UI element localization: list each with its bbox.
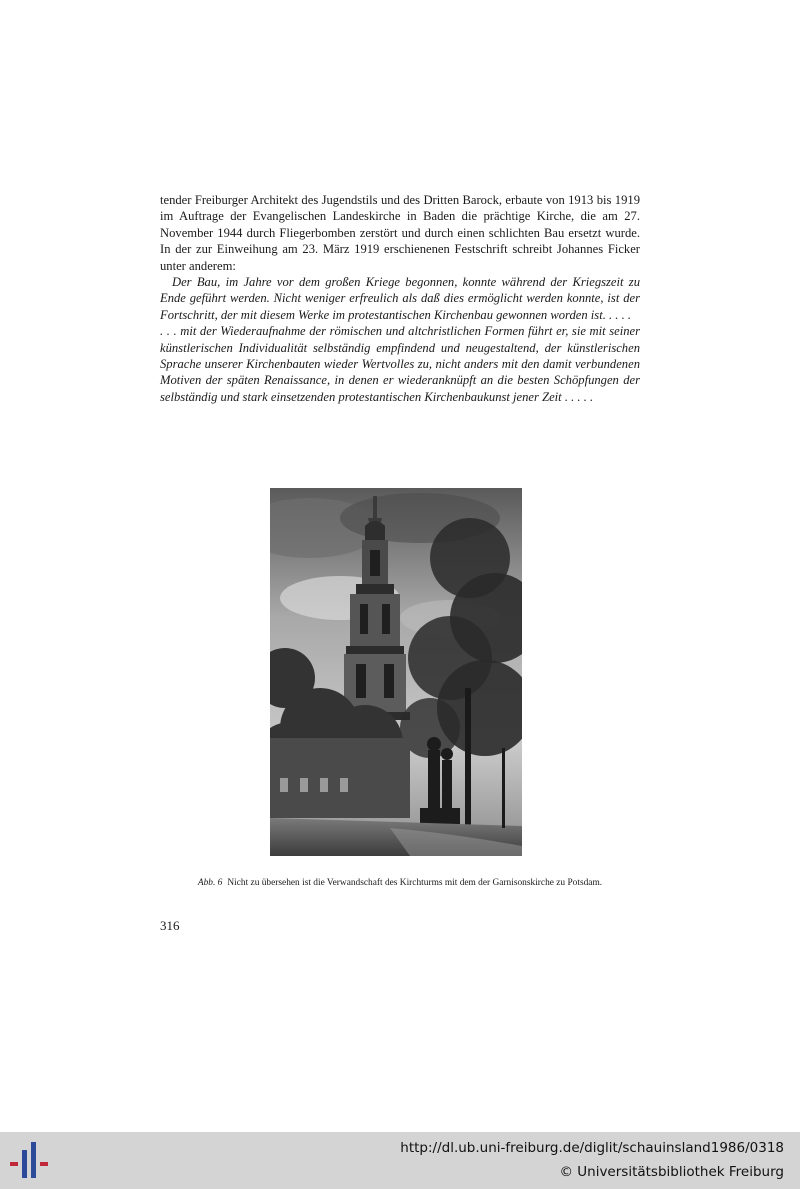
intro-paragraph: tender Freiburger Architekt des Jugendstils und des Dritten Barock, erbaute von 1913 bis 1919 im Auftrage der Evangelischen Landeskirche in Baden die prächtige Kirche, die am 27. November 1944 durch Fliegerbomben zerstört und durch einen schlichten Bau ersetzt wurde. In der zur Einweihung am 23. März 1919 erschienenen Festschrift schreibt Johannes Ficker unter anderem: bbox=[160, 193, 640, 273]
footer-url-link[interactable]: http://dl.ub.uni-freiburg.de/diglit/schauinsland1986/0318 bbox=[400, 1140, 784, 1156]
library-logo-icon bbox=[10, 1142, 50, 1180]
page-number: 316 bbox=[160, 918, 180, 933]
figure-caption-text: Nicht zu übersehen ist die Verwandschaft des Kirchturms mit dem der Garnisonskirche zu Potsdam. bbox=[227, 878, 603, 888]
body-text bbox=[160, 192, 640, 405]
quote-paragraph-1: Der Bau, im Jahre vor dem großen Kriege begonnen, konnte während der Kriegszeit zu Ende geführt werden. Nicht weniger erfreulich als daß dies ermöglicht werden konnte, ist der Fortschritt, der mit diesem Werke im protestantischen Kirchenbau gewonnen worden ist. . . . . bbox=[160, 275, 640, 322]
figure-label: Abb. 6 bbox=[197, 878, 223, 888]
quote-paragraph-2: . . . mit der Wiederaufnahme der römischen und altchristlichen Formen führt er, sie mit seiner künstlerischen Individualität selbständig empfindend und neugestaltend, der künstlerischen Sprache unserer Kirchenbauten wieder Wertvolles zu, nicht anders mit den damit verbundenen Motiven der späten Renaissance, in denen er wiederanknüpft an die besten Schöpfungen der selbständig und stark einsetzenden protestantischen Kirchenbaukunst jener Zeit . . . . . bbox=[160, 324, 640, 404]
footer-bar bbox=[0, 1132, 800, 1189]
figure-caption bbox=[160, 877, 640, 889]
church-tower-photo bbox=[270, 488, 522, 856]
footer-copyright: © Universitätsbibliothek Freiburg bbox=[559, 1164, 784, 1180]
